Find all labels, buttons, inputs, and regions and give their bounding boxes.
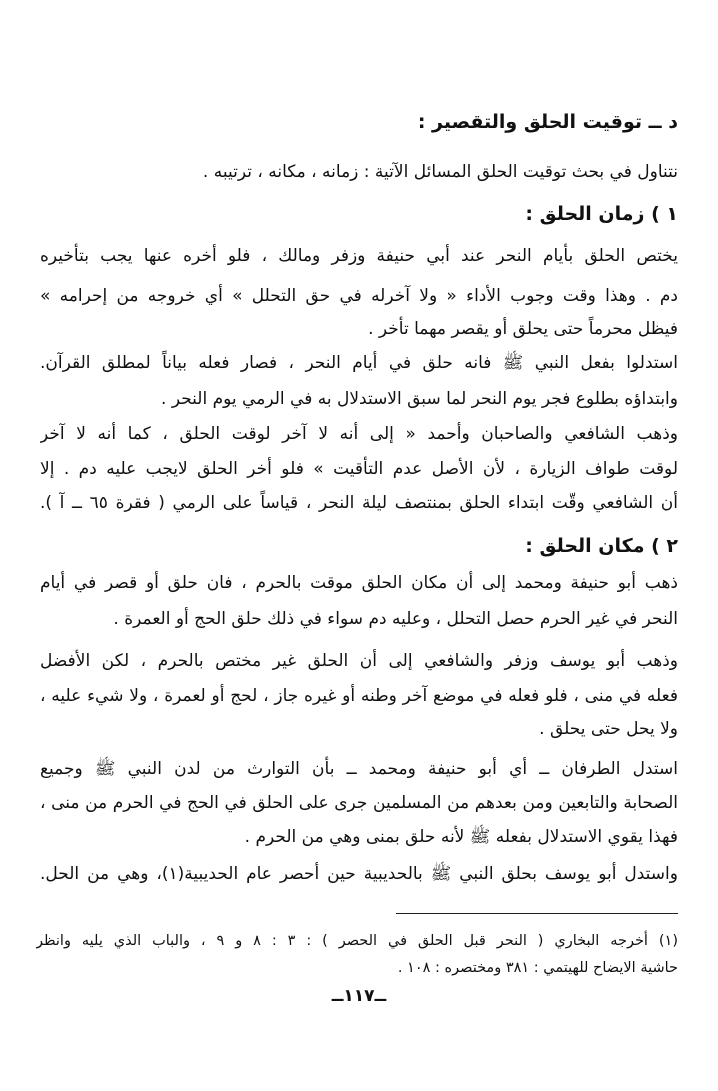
abu-yusuf-opinion-line: فعله في منى ، فلو فعله في موضع آخر وطنه أو غيره جاز ، لحج أو لعمرة ، ولا شيء عليه ، — [40, 686, 678, 706]
time-evidence-line: استدلوا بفعل النبي ﷺ فانه حلق في أيام النحر ، فصار فعله بياناً لمطلق القرآن. — [40, 353, 678, 373]
abu-yusuf-opinion-line: ولا يحل حتى يحلق . — [539, 719, 678, 739]
shafii-opinion-line: لوقت طواف الزيارة ، لأن الأصل عدم التأقيت » فلو أخر الحلق لايجب عليه دم . إلا — [40, 459, 678, 479]
footnote-line: (١) أخرجه البخاري ( النحر قبل الحلق في الحصر ) : ٣ : ٨ و ٩ ، والباب الذي يليه وانظر — [36, 933, 678, 949]
time-paragraph-line: يختص الحلق بأيام النحر عند أبي حنيفة وزفر ومالك ، فلو أخره عنها يجب بتأخيره — [40, 246, 678, 266]
footnote-line: حاشية الايضاح للهيتمي : ٣٨١ ومختصره : ١٠٨ . — [397, 960, 678, 976]
place-heading: ٢ ) مكان الحلق : — [525, 535, 678, 557]
abu-yusuf-opinion-line: وذهب أبو يوسف وزفر والشافعي إلى أن الحلق غير مختص بالحرم ، لكن الأفضل — [40, 651, 678, 671]
both-sides-evidence-line: الصحابة والتابعين ومن بعدهم من المسلمين جرى على الحلق في الحج في الحرم من منى ، — [40, 793, 678, 813]
shafii-opinion-line: وذهب الشافعي والصاحبان وأحمد « إلى أنه لا آخر لوقت الحلق ، كما أنه لا آخر — [40, 424, 678, 444]
both-sides-evidence-line: استدل الطرفان ــ أي أبو حنيفة ومحمد ــ بأن التوارث من لدن النبي ﷺ وجميع — [40, 759, 678, 779]
time-paragraph-line: فيظل محرماً حتى يحلق أو يقصر مهما تأخر . — [368, 319, 678, 339]
section-intro: نتناول في بحث توقيت الحلق المسائل الآتية : زمانه ، مكانه ، ترتيبه . — [202, 162, 678, 182]
both-sides-evidence-line: فهذا يقوي الاستدلال بفعله ﷺ لأنه حلق بمنى وهي من الحرم . — [244, 827, 678, 847]
shafii-opinion-line: أن الشافعي وقّت ابتداء الحلق بمنتصف ليلة النحر ، قياساً على الرمي ( فقرة ٦٥ ــ آ ). — [40, 493, 678, 513]
section-heading: د ــ توقيت الحلق والتقصير : — [417, 111, 678, 133]
abu-yusuf-evidence-line: واستدل أبو يوسف بحلق النبي ﷺ بالحديبية حين أحصر عام الحديبية(١)، وهي من الحل. — [40, 864, 678, 884]
time-paragraph-line: دم . وهذا وقت وجوب الأداء « ولا آخرله في حق التحلل » أي خروجه من إحرامه » — [40, 286, 678, 306]
footnote-divider — [396, 913, 678, 914]
place-paragraph-line: النحر في غير الحرم حصل التحلل ، وعليه دم سواء في ذلك حلق الحج أو العمرة . — [113, 609, 678, 629]
time-heading: ١ ) زمان الحلق : — [525, 203, 678, 225]
time-evidence-line: وابتداؤه بطلوع فجر يوم النحر لما سبق الاستدلال به في الرمي يوم النحر . — [161, 389, 678, 409]
place-paragraph-line: ذهب أبو حنيفة ومحمد إلى أن مكان الحلق موقت بالحرم ، فان حلق أو قصر في أيام — [40, 573, 678, 593]
page-number: ــ١١٧ــ — [331, 986, 387, 1006]
